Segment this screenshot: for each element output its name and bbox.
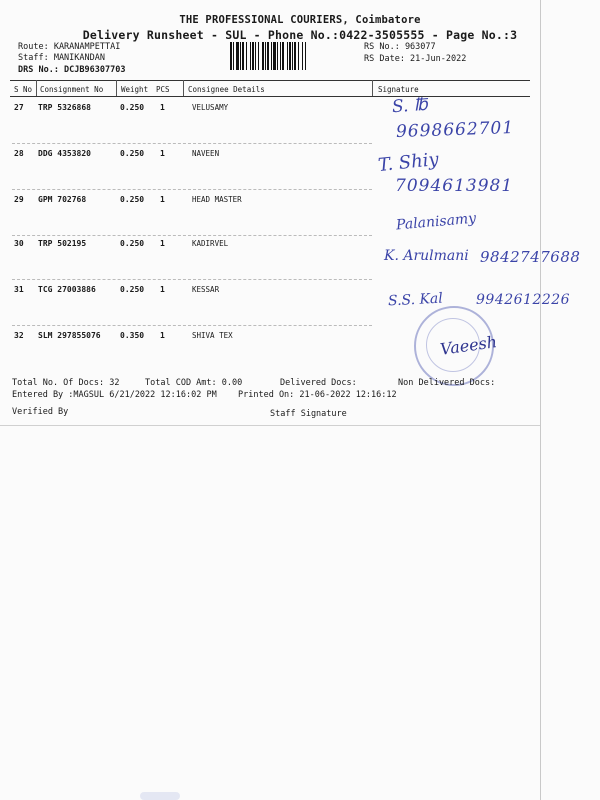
column-divider <box>372 80 373 96</box>
column-header-consignment: Consignment No <box>40 85 104 94</box>
company-title: THE PROFESSIONAL COURIERS, Coimbatore <box>179 14 421 26</box>
staff-signature-label: Staff Signature <box>270 409 347 419</box>
row-consignment: DDG 4353820 <box>38 149 91 158</box>
staff-label: Staff: MANIKANDAN <box>18 53 105 63</box>
handwritten-phone: 7094613981 <box>395 176 514 196</box>
row-consignment: SLM 297855076 <box>38 331 101 340</box>
row-consignee: KESSAR <box>192 285 220 294</box>
entered-by: Entered By :MAGSUL 6/21/2022 12:16:02 PM <box>12 390 217 400</box>
row-sno: 32 <box>14 331 24 340</box>
row-consignment: TCG 27003886 <box>38 285 96 294</box>
row-pcs: 1 <box>160 195 165 204</box>
row-pcs: 1 <box>160 285 165 294</box>
column-header-signature: Signature <box>378 85 419 94</box>
rs-number: RS No.: 963077 <box>364 42 436 52</box>
row-sno: 28 <box>14 149 24 158</box>
scan-smudge <box>140 792 180 800</box>
row-consignee: KADIRVEL <box>192 239 229 248</box>
row-consignment: TRP 502195 <box>38 239 87 248</box>
row-sno: 31 <box>14 285 24 294</box>
row-sno: 30 <box>14 239 24 248</box>
handwritten-phone: 9842747688 <box>480 248 581 266</box>
row-separator <box>12 235 372 236</box>
handwritten-signature: T. Shiy <box>377 148 440 177</box>
route-label: Route: KARANAMPETTAI <box>18 42 121 52</box>
row-pcs: 1 <box>160 103 165 112</box>
header-rule-bottom <box>10 96 530 97</box>
delivered-docs: Delivered Docs: <box>280 378 357 388</box>
row-weight: 0.250 <box>120 239 145 248</box>
row-sno: 29 <box>14 195 24 204</box>
handwritten-signature: Palanisamy <box>395 210 477 234</box>
row-consignee: VELUSAMY <box>192 103 229 112</box>
row-separator <box>12 279 372 280</box>
total-docs: Total No. Of Docs: 32 <box>12 378 120 388</box>
column-header-consignee: Consignee Details <box>188 85 265 94</box>
total-cod: Total COD Amt: 0.00 <box>145 378 243 388</box>
row-separator <box>12 143 372 144</box>
column-header-weight: Weight <box>121 85 149 94</box>
handwritten-signature: K. Arulmani <box>384 248 469 264</box>
row-weight: 0.250 <box>120 285 145 294</box>
row-pcs: 1 <box>160 239 165 248</box>
row-sno: 27 <box>14 103 24 112</box>
rs-date: RS Date: 21-Jun-2022 <box>364 54 467 64</box>
runsheet-subtitle: Delivery Runsheet - SUL - Phone No.:0422-3505555 - Page No.:3 <box>82 28 518 42</box>
row-weight: 0.350 <box>120 331 145 340</box>
row-consignee: NAVEEN <box>192 149 220 158</box>
handwritten-signature: S.S. Kal <box>387 290 444 310</box>
handwritten-signature: S. ℔ <box>391 94 429 118</box>
printed-on: Printed On: 21-06-2022 12:16:12 <box>238 390 397 400</box>
row-consignment: GPM 702768 <box>38 195 87 204</box>
barcode <box>230 42 354 70</box>
row-consignee: HEAD MASTER <box>192 195 242 204</box>
row-weight: 0.250 <box>120 103 145 112</box>
handwritten-signature: Vaeesh <box>438 332 499 359</box>
verified-by: Verified By <box>12 407 69 417</box>
barcode-bar <box>306 42 307 70</box>
row-weight: 0.250 <box>120 195 145 204</box>
non-delivered-docs: Non Delivered Docs: <box>398 378 496 388</box>
page-edge <box>540 0 541 800</box>
drs-number: DRS No.: DCJB96307703 <box>18 65 126 75</box>
column-divider <box>116 80 117 96</box>
row-consignee: SHIVA TEX <box>192 331 233 340</box>
footer-divider <box>0 425 540 426</box>
row-separator <box>12 325 372 326</box>
handwritten-phone: 9942612226 <box>476 292 571 308</box>
row-pcs: 1 <box>160 331 165 340</box>
row-consignment: TRP 5326868 <box>38 103 91 112</box>
column-divider <box>183 80 184 96</box>
column-header-sno: S No <box>14 85 33 94</box>
row-separator <box>12 189 372 190</box>
row-weight: 0.250 <box>120 149 145 158</box>
row-pcs: 1 <box>160 149 165 158</box>
column-header-pcs: PCS <box>156 85 170 94</box>
handwritten-phone: 9698662701 <box>395 117 515 143</box>
header-rule-top <box>10 80 530 81</box>
column-divider <box>36 80 37 96</box>
